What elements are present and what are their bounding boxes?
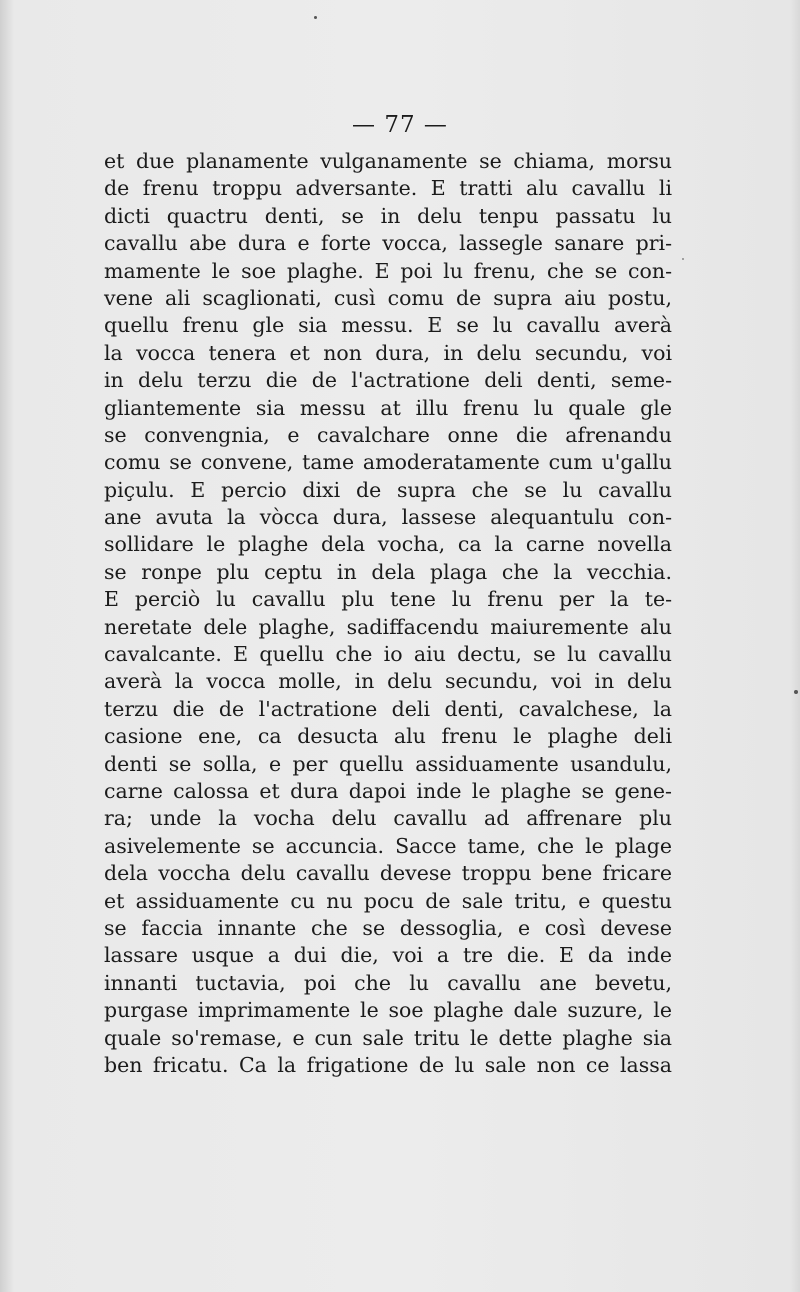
text-line: casione ene, ca desucta alu frenu le plaghe deli: [104, 724, 672, 749]
text-line: la vocca tenera et non dura, in delu secundu, voi: [104, 340, 672, 365]
text-line: cavallu abe dura e forte vocca, lassegle sanare pri-: [104, 231, 672, 256]
text-line: purgase imprimamente le soe plaghe dale suzure, le: [104, 998, 672, 1023]
text-line: dela voccha delu cavallu devese troppu bene fricare: [104, 861, 672, 886]
text-line: averà la vocca molle, in delu secundu, voi in delu: [104, 669, 672, 694]
body-text: [104, 148, 672, 1079]
text-line: et due planamente vulganamente se chiama, morsu: [104, 149, 672, 173]
text-line: sollidare le plaghe dela vocha, ca la carne novella: [104, 532, 672, 557]
text-line: se ronpe plu ceptu in dela plaga che la vecchia.: [104, 559, 672, 584]
text-line: dicti quactru denti, se in delu tenpu passatu lu: [104, 203, 672, 228]
text-line: piçulu. E percio dixi de supra che se lu cavallu: [104, 477, 672, 502]
text-line: et assiduamente cu nu pocu de sale tritu, e questu: [104, 888, 672, 913]
text-line: comu se convene, tame amoderatamente cum u'gallu: [104, 450, 672, 475]
text-line: gliantemente sia messu at illu frenu lu quale gle: [104, 395, 672, 420]
text-line: cavalcante. E quellu che io aiu dectu, se lu cavallu: [104, 642, 672, 667]
text-line: carne calossa et dura dapoi inde le plaghe se gene-: [104, 778, 672, 803]
paper-speck: [794, 690, 798, 694]
text-line: mamente le soe plaghe. E poi lu frenu, che se con-: [104, 258, 672, 283]
text-line: vene ali scaglionati, cusì comu de supra aiu postu,: [104, 285, 672, 310]
text-line: lassare usque a dui die, voi a tre die. E da inde: [104, 943, 672, 968]
text-line: neretate dele plaghe, sadiffacendu maiuremente alu: [104, 614, 672, 639]
text-line: quale so'remase, e cun sale tritu le dette plaghe sia: [104, 1025, 672, 1050]
text-line: se convengnia, e cavalchare onne die afrenandu: [104, 422, 672, 447]
page-number: — 77 —: [352, 112, 448, 138]
text-line: in delu terzu die de l'actratione deli denti, seme-: [104, 368, 672, 393]
text-line: quellu frenu gle sia messu. E se lu cavallu averà: [104, 313, 672, 338]
text-line: terzu die de l'actratione deli denti, cavalchese, la: [104, 696, 672, 721]
text-line: de frenu troppu adversante. E tratti alu cavallu li: [104, 176, 672, 201]
text-line: innanti tuctavia, poi che lu cavallu ane bevetu,: [104, 970, 672, 995]
text-line: ra; unde la vocha delu cavallu ad affrenare plu: [104, 806, 672, 831]
text-line: denti se solla, e per quellu assiduamente usandulu,: [104, 751, 672, 776]
text-line: ben fricatu. Ca la frigatione de lu sale non ce lassa: [104, 1052, 672, 1077]
paper-speck: [682, 258, 684, 260]
paper-speck: [314, 16, 317, 19]
text-line: ane avuta la vòcca dura, lassese alequantulu con-: [104, 505, 672, 530]
text-line: asivelemente se accuncia. Sacce tame, che le plage: [104, 833, 672, 858]
text-line: se faccia innante che se dessoglia, e così devese: [104, 915, 672, 940]
text-line: E perciò lu cavallu plu tene lu frenu per la te-: [104, 587, 672, 612]
